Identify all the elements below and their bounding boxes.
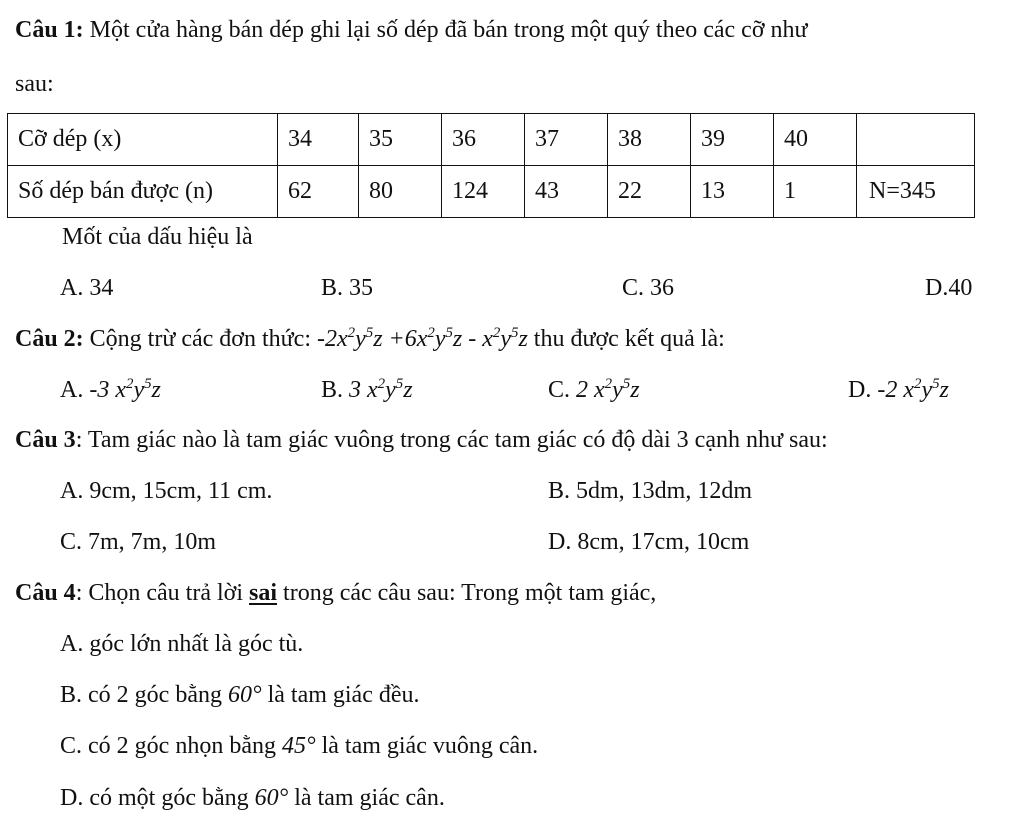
q2-option-a: A. -3 $x^2y^5z$ [60,375,161,403]
q2-text-after: thu được kết quả là: [527,326,725,352]
table-cell: 22 [608,166,691,218]
q3-text: : Tam giác nào là tam giác vuông trong các tam giác có độ dài 3 cạnh như sau: [75,427,828,453]
table-cell: Số dép bán được (n) [8,166,278,218]
q3-option-c: C. 7m, 7m, 10m [60,529,217,555]
q2-text-before: Cộng trừ các đơn thức: [83,326,317,352]
q3-option-a: A. 9cm, 15cm, 11 cm. [60,478,273,504]
table-cell: 38 [608,114,691,166]
q3-option-d: D. 8cm, 17cm, 10cm [548,529,750,555]
q4-stem [15,581,656,605]
angle-value: 45° [281,733,316,759]
q4-option-b: B. có 2 góc bằng 60° là tam giác đều. [60,682,420,708]
q2-option-c: C. 2 $x^2y^5z$ [548,375,640,403]
table-cell: 37 [525,114,608,166]
q4-option-c: C. có 2 góc nhọn bằng 45° là tam giác vuông cân. [60,733,539,759]
table-cell: 39 [691,114,774,166]
q4-text-before: : Chọn câu trả lời [75,580,250,606]
table-row-size [8,114,975,166]
q1-option-a: A. 34 [60,275,114,301]
angle-value: 60° [227,682,262,708]
q1-label: Câu 1: [15,17,84,43]
q1-text-line1: Một cửa hàng bán dép ghi lại số dép đã bán trong một quý theo các cỡ như [83,17,808,43]
q1-option-b: B. 35 [321,275,374,301]
q4-text-after: trong các câu sau: Trong một tam giác, [277,580,657,606]
q2-option-b: B. 3 $x^2y^5z$ [321,375,413,403]
q1-stem [15,18,808,42]
q4-label: Câu 4 [15,580,76,606]
q2-label: Câu 2: [15,326,84,352]
table-cell: 36 [442,114,525,166]
q2-stem [15,324,725,352]
table-cell: Cỡ dép (x) [8,114,278,166]
table-cell: 40 [774,114,857,166]
size-sales-table [7,113,975,218]
q3-option-b: B. 5dm, 13dm, 12dm [548,478,753,504]
table-cell: 1 [774,166,857,218]
q1-text-line2: sau: [15,71,54,97]
q2-expression: $-2x^2y^5z +6x^2y^5z - x^2y^5z$ [317,324,528,352]
table-cell: 124 [442,166,525,218]
q1-option-c: C. 36 [622,275,675,301]
q4-option-d: D. có một góc bằng 60° là tam giác cân. [60,785,445,811]
q2-option-d: D. -2 $x^2y^5z$ [848,375,949,403]
q4-emphasis: sai [249,580,278,606]
table-cell: 80 [359,166,442,218]
table-cell: 13 [691,166,774,218]
table-cell: 43 [525,166,608,218]
q1-question: Mốt của dấu hiệu là [62,224,253,250]
table-cell: 34 [278,114,359,166]
table-cell: 35 [359,114,442,166]
q4-option-a: A. góc lớn nhất là góc tù. [60,631,304,657]
q3-stem [15,428,828,452]
angle-value: 60° [254,785,289,811]
q3-label: Câu 3 [15,427,76,453]
table-row-count [8,166,975,218]
table-cell: N=345 [857,166,975,218]
q1-option-d: D.40 [925,275,973,301]
table-cell [857,114,975,166]
table-cell: 62 [278,166,359,218]
